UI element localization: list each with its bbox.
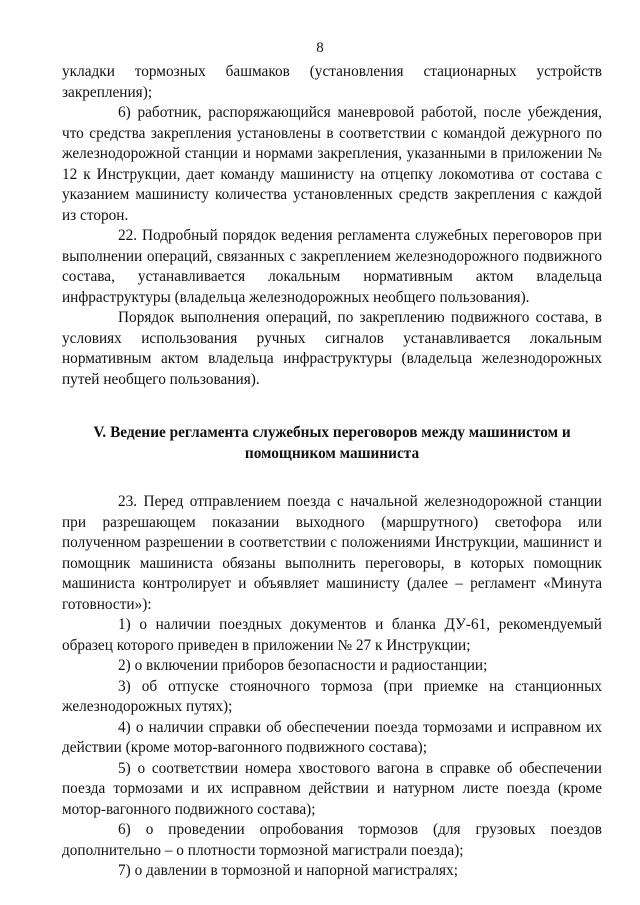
paragraph: укладки тормозных башмаков (установления стационарных устройств закрепления); xyxy=(62,63,602,101)
paragraph: 7) о давлении в тормозной и напорной магистралях; xyxy=(118,862,458,879)
paragraph: 22. Подробный порядок ведения регламента служебных переговоров при выполнении операций, связанных с закреплением железнодорожного подвижного состава, устанавливается локальным нормативным актом владельца инфраструктуры (владельца железнодорожных необщего пользования). xyxy=(62,227,602,306)
paragraphs-bottom xyxy=(62,492,602,882)
paragraph: 5) о соответствии номера хвостового вагона в справке об обеспечении поезда тормозами и их исправном действии и натурном листе поезда (кроме мотор-вагонного подвижного состава); xyxy=(62,759,602,818)
page-body xyxy=(62,62,602,882)
section-heading-line-1: V. Ведение регламента служебных переговоров между машинистом и xyxy=(93,424,571,441)
paragraph: 6) работник, распоряжающийся маневровой работой, после убеждения, что средства закрепления установлены в соответствии с командой дежурного по железнодорожной станции и нормами закрепления, указанными в приложении № 12 к Инструкции, дает команду машинисту на отцепку локомотива от состава с указанием машинисту количества установленных средств закрепления с каждой из сторон. xyxy=(62,104,602,224)
section-heading-line-2: помощником машиниста xyxy=(244,445,420,462)
paragraph: 2) о включении приборов безопасности и радиостанции; xyxy=(118,657,488,674)
page-number: 8 xyxy=(316,40,324,56)
paragraph: 23. Перед отправлением поезда с начальной железнодорожной станции при разрешающем показании выходного (маршрутного) светофора или полученном разрешении в соответствии с положениями Инструкции, машинист и помощник машиниста обязаны выполнить переговоры, в которых помощник машиниста контролирует и объявляет машинисту (далее – регламент «Минута готовности»): xyxy=(62,493,602,613)
paragraph: 3) об отпуске стояночного тормоза (при приемке на станционных железнодорожных путях); xyxy=(62,677,602,715)
paragraphs-top xyxy=(62,62,602,390)
paragraph: Порядок выполнения операций, по закреплению подвижного состава, в условиях использования ручных сигналов устанавливается локальным нормативным актом владельца инфраструктуры (владельца железнодорожных путей необщего пользования). xyxy=(62,309,602,388)
section-heading xyxy=(62,422,602,464)
paragraph: 6) о проведении опробования тормозов (для грузовых поездов дополнительно – о плотности тормозной магистрали поезда); xyxy=(62,821,602,859)
paragraph: 1) о наличии поездных документов и бланка ДУ-61, рекомендуемый образец которого приведен в приложении № 27 к Инструкции; xyxy=(62,616,602,654)
paragraph: 4) о наличии справки об обеспечении поезда тормозами и исправном их действии (кроме мотор-вагонного подвижного состава); xyxy=(62,718,602,756)
